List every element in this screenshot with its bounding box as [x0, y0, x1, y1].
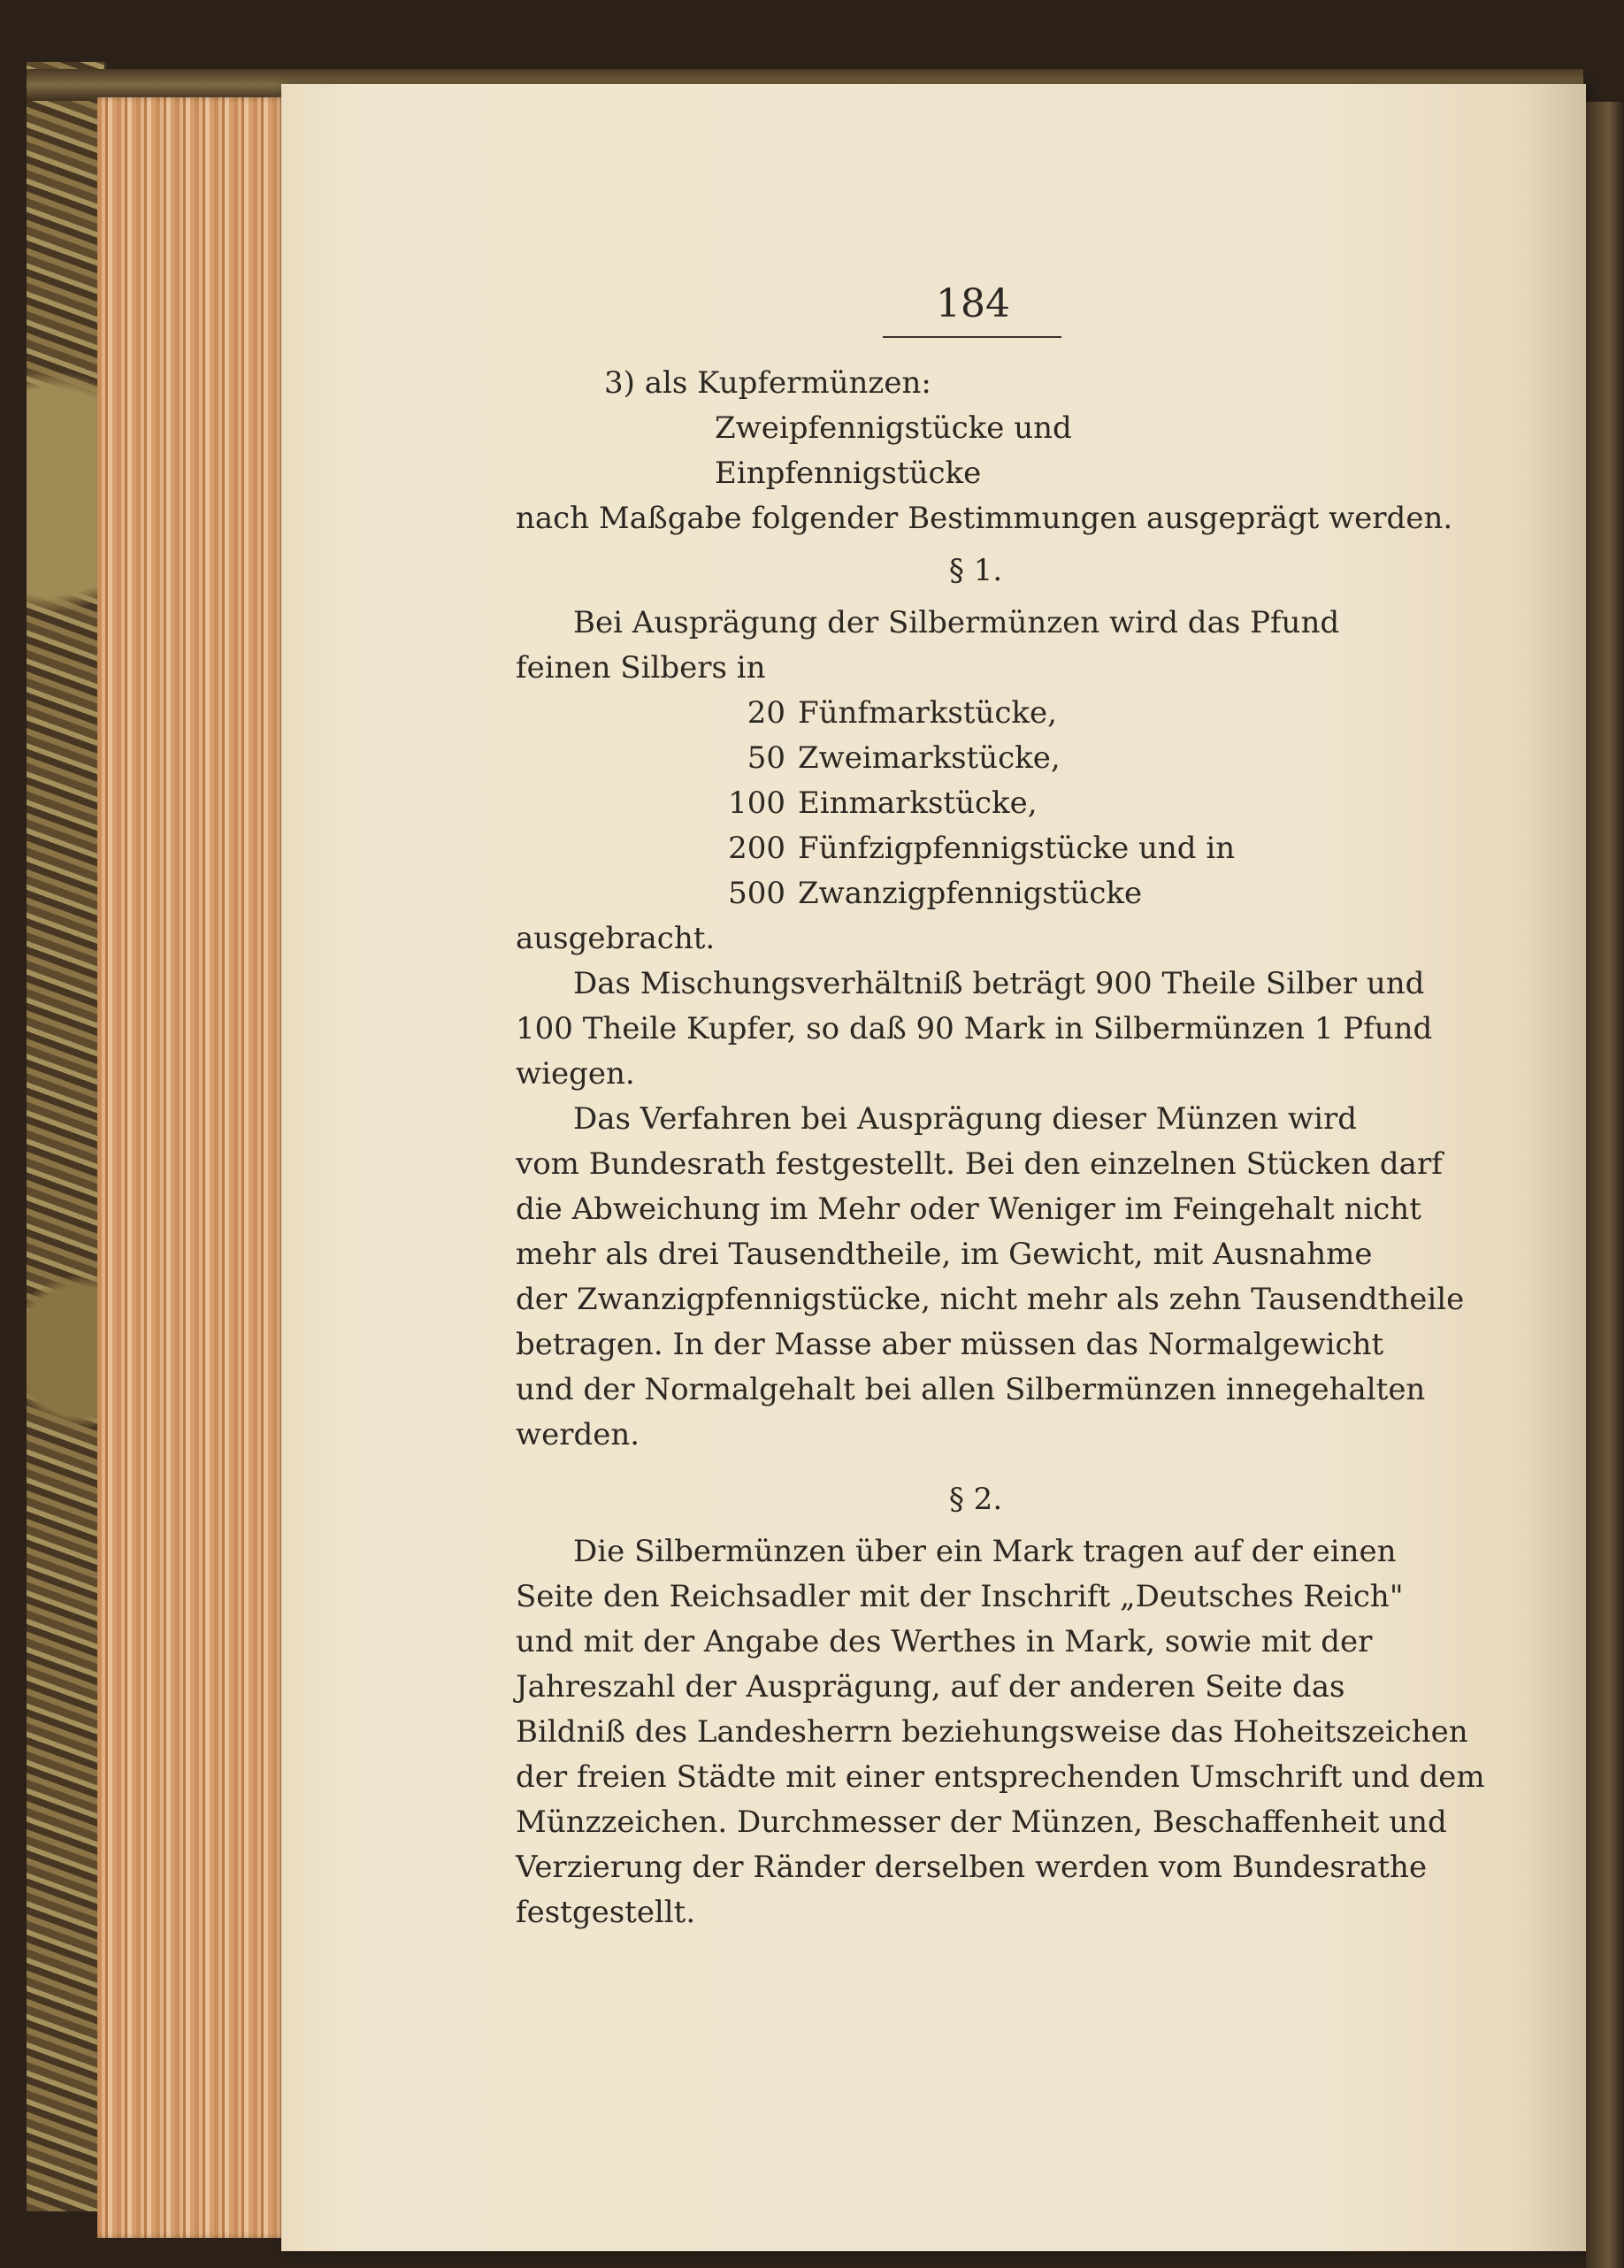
coin-name: Fünfzigpfennigstücke und in — [798, 831, 1236, 866]
paragraph-line: Seite den Reichsadler mit der Inschrift „Deutsches Reich" — [516, 1579, 1404, 1614]
paragraph-line: Das Mischungsverhältniß beträgt 900 Theile Silber und — [573, 966, 1425, 1001]
coin-name: Zwanzigpfennigstücke — [798, 876, 1143, 911]
book-gutter — [1586, 102, 1624, 2268]
page-number-rule — [883, 336, 1061, 338]
paragraph-line: vom Bundesrath festgestellt. Bei den einzelnen Stücken darf — [516, 1146, 1443, 1182]
section-1-title: § 1. — [948, 553, 1003, 588]
section-1-line: ausgebracht. — [516, 921, 716, 956]
page-text — [516, 361, 1485, 1935]
paragraph-line: Jahreszahl der Ausprägung, auf der anderen Seite das — [516, 1669, 1345, 1705]
coin-item — [516, 781, 1436, 826]
coin-name: Fünfmarkstücke, — [798, 695, 1057, 731]
paragraph-line: Die Silbermünzen über ein Mark tragen auf der einen — [573, 1534, 1397, 1569]
paragraph-line: Verzierung der Ränder derselben werden vom Bundesrathe — [516, 1850, 1428, 1885]
coin-count: 200 — [728, 831, 785, 866]
paragraph-line: festgestellt. — [516, 1895, 696, 1930]
coin-count: 500 — [728, 876, 785, 911]
paragraph-line: und mit der Angabe des Werthes in Mark, sowie mit der — [516, 1624, 1373, 1659]
coin-name: Zweimarkstücke, — [798, 740, 1061, 776]
coin-count: 100 — [728, 785, 785, 821]
copper-heading: 3) als Kupfermünzen: — [604, 365, 931, 401]
coin-count: 50 — [747, 740, 785, 776]
page-number: 184 — [936, 281, 1010, 326]
coin-item — [516, 736, 1436, 781]
coin-item — [516, 691, 1436, 736]
paragraph-line: wiegen. — [516, 1056, 635, 1092]
paragraph-line: werden. — [516, 1417, 640, 1452]
marbled-cover — [27, 62, 107, 2211]
paragraph-line: der freien Städte mit einer entsprechenden Umschrift und dem — [516, 1759, 1485, 1795]
paragraph-line: Bildniß des Landesherrn beziehungsweise das Hoheitszeichen — [516, 1714, 1468, 1750]
copper-item: Zweipfennigstücke und — [715, 410, 1072, 446]
paragraph-line: der Zwanzigpfennigstücke, nicht mehr als zehn Tausendtheile — [516, 1282, 1465, 1317]
paragraph-line: 100 Theile Kupfer, so daß 90 Mark in Silbermünzen 1 Pfund — [516, 1011, 1433, 1046]
coin-name: Einmarkstücke, — [798, 785, 1038, 821]
paragraph-line: Münzzeichen. Durchmesser der Münzen, Beschaffenheit und — [516, 1804, 1447, 1840]
section-2-title: § 2. — [948, 1482, 1003, 1517]
coin-item — [516, 826, 1436, 871]
page-edges — [97, 97, 287, 2238]
section-1-line: Bei Ausprägung der Silbermünzen wird das Pfund — [573, 605, 1340, 640]
coin-count: 20 — [747, 695, 785, 731]
paragraph-line: die Abweichung im Mehr oder Weniger im Feingehalt nicht — [516, 1191, 1421, 1227]
paragraph-line: mehr als drei Tausendtheile, im Gewicht, mit Ausnahme — [516, 1237, 1373, 1272]
copper-item: Einpfennigstücke — [715, 456, 982, 491]
paragraph-line: betragen. In der Masse aber müssen das Normalgewicht — [516, 1327, 1384, 1362]
intro-end: nach Maßgabe folgender Bestimmungen ausgeprägt werden. — [516, 501, 1453, 536]
section-1-line: feinen Silbers in — [516, 650, 766, 686]
paragraph-line: und der Normalgehalt bei allen Silbermünzen innegehalten — [516, 1372, 1426, 1407]
coin-item — [516, 871, 1436, 916]
paragraph-line: Das Verfahren bei Ausprägung dieser Münzen wird — [573, 1101, 1358, 1137]
